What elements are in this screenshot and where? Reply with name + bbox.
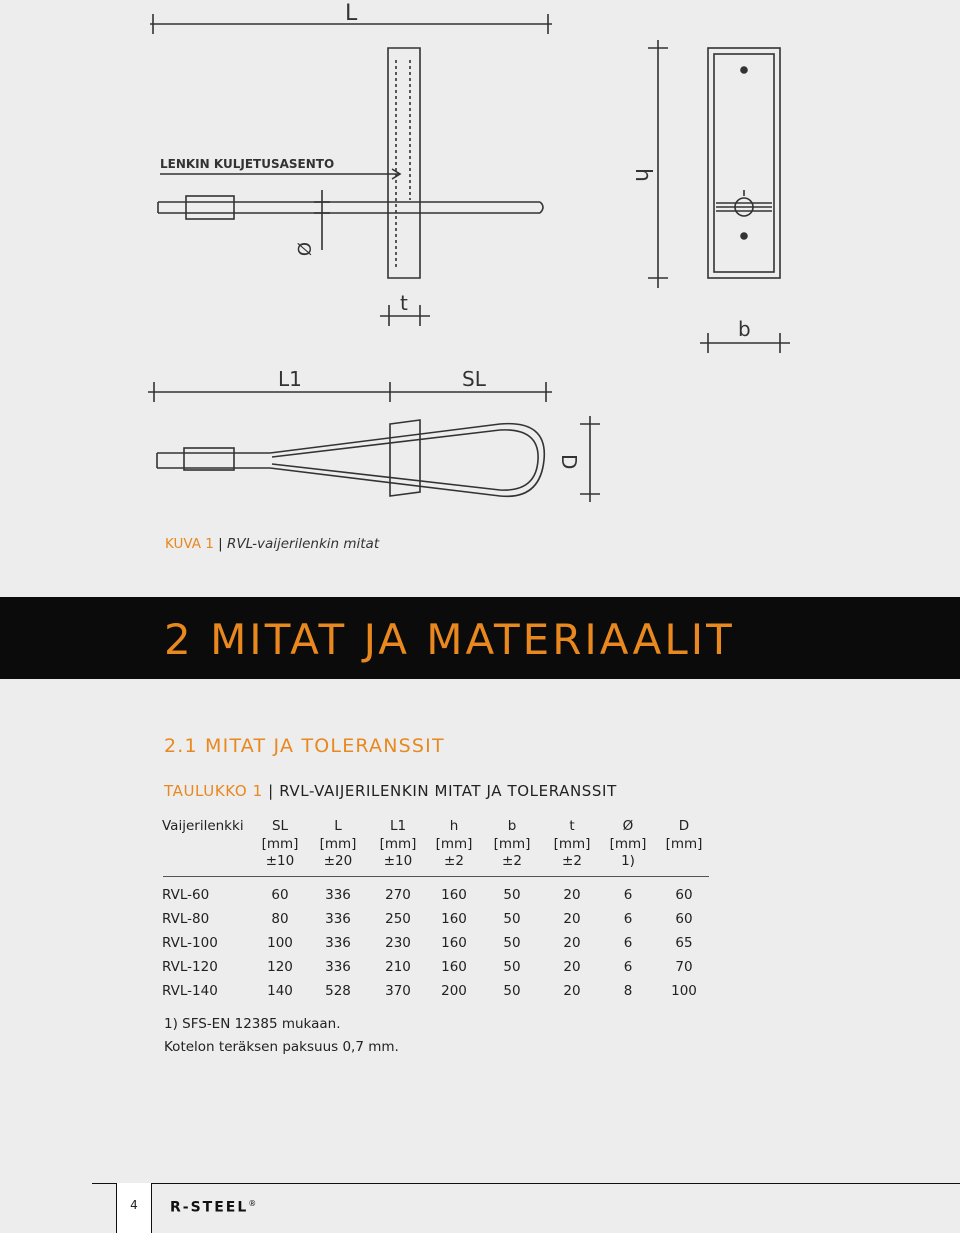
table-cell: 70 — [675, 959, 693, 975]
header-b: b [mm] ±2 — [493, 818, 531, 869]
table-cell: 50 — [503, 935, 521, 951]
label-h: h — [630, 168, 655, 182]
table-divider — [163, 876, 709, 877]
table-title-text: RVL-VAIJERILENKIN MITAT JA TOLERANSSIT — [279, 782, 617, 800]
section-banner — [0, 597, 960, 679]
figure-caption — [165, 536, 379, 552]
table-cell: 140 — [267, 983, 293, 999]
footnote: 1) SFS-EN 12385 mukaan. — [164, 1016, 341, 1032]
row-name: RVL-140 — [162, 983, 218, 999]
section-title: 2 MITAT JA MATERIAALIT — [164, 615, 735, 664]
table-cell: 50 — [503, 959, 521, 975]
row-name: RVL-100 — [162, 935, 218, 951]
table-cell: 60 — [675, 887, 693, 903]
r-steel-logo: R-STEEL® — [170, 1199, 259, 1216]
table-cell: 100 — [267, 935, 293, 951]
table-cell: 50 — [503, 911, 521, 927]
table-cell: 370 — [385, 983, 411, 999]
table-cell: 6 — [623, 887, 633, 903]
header-d: D [mm] — [665, 818, 703, 852]
table-cell: 6 — [623, 935, 633, 951]
table-cell: 20 — [563, 911, 581, 927]
table-cell: 8 — [623, 983, 633, 999]
table-cell: 20 — [563, 935, 581, 951]
table-cell: 50 — [503, 983, 521, 999]
table-label: TAULUKKO 1 — [164, 782, 263, 800]
table-cell: 160 — [441, 887, 467, 903]
header-vaijerilenkki: Vaijerilenkki — [162, 818, 244, 834]
table-cell: 160 — [441, 959, 467, 975]
table-cell: 120 — [267, 959, 293, 975]
table-cell: 160 — [441, 911, 467, 927]
material-note: Kotelon teräksen paksuus 0,7 mm. — [164, 1039, 399, 1055]
table-cell: 20 — [563, 983, 581, 999]
caption-text: RVL-vaijerilenkin mitat — [227, 536, 380, 552]
row-name: RVL-80 — [162, 911, 210, 927]
header-l: L [mm] ±20 — [319, 818, 357, 869]
header-t: t [mm] ±2 — [553, 818, 591, 869]
table-cell: 20 — [563, 887, 581, 903]
header-phi: Ø [mm] 1) — [609, 818, 647, 869]
label-lenkin: LENKIN KULJETUSASENTO — [160, 157, 335, 171]
header-l1: L1 [mm] ±10 — [379, 818, 417, 869]
table-cell: 160 — [441, 935, 467, 951]
footer-divider — [92, 1183, 960, 1184]
table-cell: 80 — [271, 911, 289, 927]
table-cell: 50 — [503, 887, 521, 903]
table-cell: 230 — [385, 935, 411, 951]
table-cell: 20 — [563, 959, 581, 975]
label-L: L — [345, 1, 358, 26]
table-cell: 336 — [325, 959, 351, 975]
header-h: h [mm] ±2 — [435, 818, 473, 869]
label-b: b — [738, 317, 751, 341]
label-L1: L1 — [278, 367, 302, 391]
table-cell: 250 — [385, 911, 411, 927]
subsection-title: 2.1 MITAT JA TOLERANSSIT — [164, 735, 445, 757]
table-title-separator: | — [262, 782, 280, 800]
row-name: RVL-120 — [162, 959, 218, 975]
table-cell: 6 — [623, 911, 633, 927]
label-t: t — [400, 291, 408, 315]
table-cell: 100 — [671, 983, 697, 999]
caption-label: KUVA 1 — [165, 536, 214, 552]
caption-separator: | — [213, 536, 227, 552]
label-phi: Ø — [293, 242, 314, 257]
label-D: D — [557, 454, 581, 470]
table-cell: 65 — [675, 935, 693, 951]
row-name: RVL-60 — [162, 887, 210, 903]
table-cell: 60 — [271, 887, 289, 903]
table-cell: 270 — [385, 887, 411, 903]
table-cell: 528 — [325, 983, 351, 999]
table-cell: 200 — [441, 983, 467, 999]
technical-drawing — [0, 0, 960, 520]
table-cell: 6 — [623, 959, 633, 975]
table-cell: 336 — [325, 887, 351, 903]
table-cell: 336 — [325, 911, 351, 927]
page-number: 4 — [116, 1183, 152, 1233]
table-cell: 60 — [675, 911, 693, 927]
table-title — [164, 782, 617, 800]
table-cell: 210 — [385, 959, 411, 975]
table-cell: 336 — [325, 935, 351, 951]
header-sl: SL [mm] ±10 — [261, 818, 299, 869]
label-SL: SL — [462, 367, 486, 391]
